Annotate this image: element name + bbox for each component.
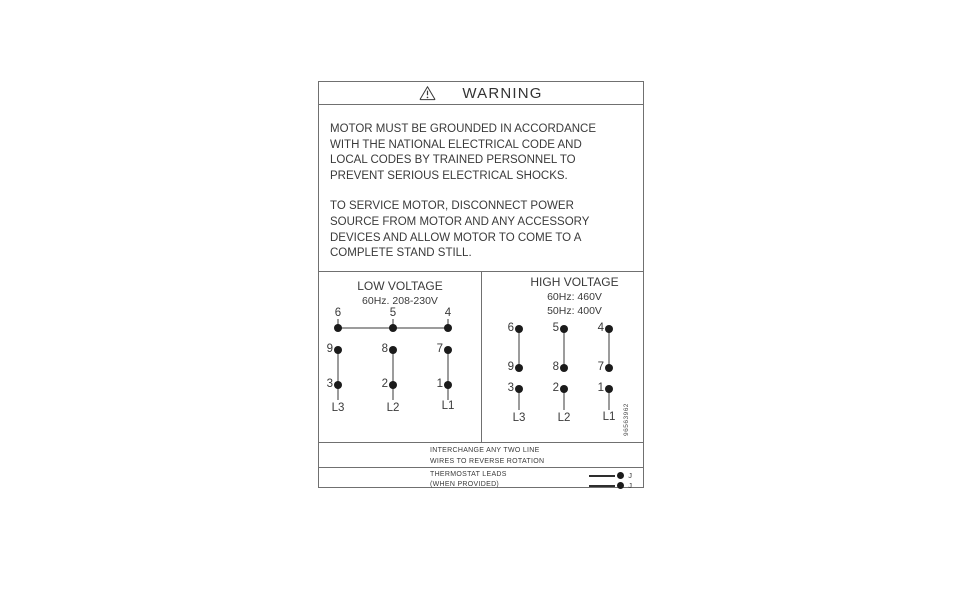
- terminal-dot: [334, 346, 342, 354]
- line-lead-label: L3: [331, 402, 345, 414]
- lead-wire-line: [589, 485, 615, 487]
- line-lead-label: L2: [557, 412, 571, 424]
- part-number: 96563962: [623, 403, 630, 436]
- line-lead-label: L1: [441, 400, 455, 412]
- paragraph1-line: WITH THE NATIONAL ELECTRICAL CODE AND: [330, 138, 582, 151]
- terminal-label: 1: [597, 382, 604, 394]
- low-voltage-header: [319, 272, 481, 308]
- wire-vertical: [337, 350, 339, 400]
- terminal-label: 9: [326, 343, 333, 355]
- high-voltage-subtitle-60hz: 60Hz: 460V: [547, 290, 602, 303]
- terminal-dot: [334, 324, 342, 332]
- paragraph1-line: LOCAL CODES BY TRAINED PERSONNEL TO: [330, 154, 576, 167]
- thermostat-line1: THERMOSTAT LEADS: [430, 471, 507, 478]
- terminal-label: 5: [552, 322, 559, 334]
- thermostat-lead-symbol: [589, 471, 632, 480]
- terminal-label: 5: [389, 307, 397, 319]
- thermostat-line2: (WHEN PROVIDED): [430, 480, 500, 488]
- lead-wire-line: [589, 475, 615, 477]
- wire-vertical: [447, 350, 449, 400]
- terminal-dot: [389, 381, 397, 389]
- warning-triangle-icon: [419, 85, 436, 101]
- low-voltage-title: LOW VOLTAGE: [357, 279, 443, 293]
- terminal-label: 9: [507, 361, 514, 373]
- wire-vertical: [518, 329, 520, 368]
- warning-body: [319, 105, 643, 271]
- terminal-dot: [389, 346, 397, 354]
- terminal-label: 2: [381, 378, 388, 390]
- terminal-dot: [444, 381, 452, 389]
- lead-wire-dot: [617, 472, 624, 479]
- terminal-label: 7: [597, 361, 604, 373]
- wiring-diagram-section: [319, 271, 643, 442]
- line-lead-label: L1: [602, 411, 616, 423]
- terminal-label: 4: [597, 322, 604, 334]
- high-voltage-header: [482, 272, 645, 318]
- lead-wire-dot: [617, 482, 624, 489]
- high-voltage-title: HIGH VOLTAGE: [530, 275, 619, 289]
- rotation-note-line2: WIRES TO REVERSE ROTATION: [430, 457, 545, 465]
- terminal-dot: [560, 385, 568, 393]
- terminal-dot: [334, 381, 342, 389]
- wire-vertical: [608, 329, 610, 368]
- thermostat-lead-symbol: [589, 481, 632, 490]
- paragraph2-line: TO SERVICE MOTOR, DISCONNECT POWER: [330, 200, 574, 213]
- terminal-label: 6: [507, 322, 514, 334]
- terminal-dot: [515, 325, 523, 333]
- paragraph2-line: DEVICES AND ALLOW MOTOR TO COME TO A: [330, 231, 582, 244]
- high-voltage-diagram: [481, 272, 645, 443]
- terminal-label: 3: [326, 378, 333, 390]
- terminal-dot: [444, 346, 452, 354]
- terminal-label: 2: [552, 382, 559, 394]
- lead-label: J: [628, 471, 632, 480]
- paragraph-gap: [330, 184, 633, 199]
- paragraph2-line: SOURCE FROM MOTOR AND ANY ACCESSORY: [330, 215, 590, 228]
- terminal-dot: [444, 324, 452, 332]
- terminal-label: 8: [381, 343, 388, 355]
- high-voltage-subtitle-50hz: 50Hz: 400V: [547, 304, 602, 317]
- wire-vertical: [563, 329, 565, 368]
- paragraph2-line: COMPLETE STAND STILL.: [330, 247, 472, 260]
- lead-label: J: [628, 481, 632, 490]
- terminal-dot: [515, 364, 523, 372]
- warning-header: [319, 82, 643, 105]
- wire-vertical: [392, 350, 394, 400]
- terminal-dot: [605, 385, 613, 393]
- terminal-label: 3: [507, 382, 514, 394]
- line-lead-label: L2: [386, 402, 400, 414]
- rotation-note-row: [319, 442, 643, 467]
- low-voltage-subtitle: 60Hz. 208-230V: [362, 294, 438, 307]
- warning-title: WARNING: [462, 84, 543, 102]
- terminal-dot: [515, 385, 523, 393]
- paragraph1-line: PREVENT SERIOUS ELECTRICAL SHOCKS.: [330, 169, 568, 182]
- motor-warning-label: [318, 81, 644, 488]
- terminal-dot: [560, 325, 568, 333]
- terminal-label: 4: [444, 307, 452, 319]
- terminal-label: 6: [334, 307, 342, 319]
- paragraph1-line: MOTOR MUST BE GROUNDED IN ACCORDANCE: [330, 123, 597, 135]
- terminal-dot: [389, 324, 397, 332]
- thermostat-leads-row: [319, 467, 643, 489]
- terminal-dot: [605, 325, 613, 333]
- terminal-dot: [605, 364, 613, 372]
- terminal-label: 8: [552, 361, 559, 373]
- line-lead-label: L3: [512, 412, 526, 424]
- rotation-note-line1: INTERCHANGE ANY TWO LINE: [430, 447, 540, 454]
- low-voltage-diagram: [319, 272, 481, 443]
- terminal-label: 7: [436, 343, 443, 355]
- terminal-label: 1: [436, 378, 443, 390]
- terminal-dot: [560, 364, 568, 372]
